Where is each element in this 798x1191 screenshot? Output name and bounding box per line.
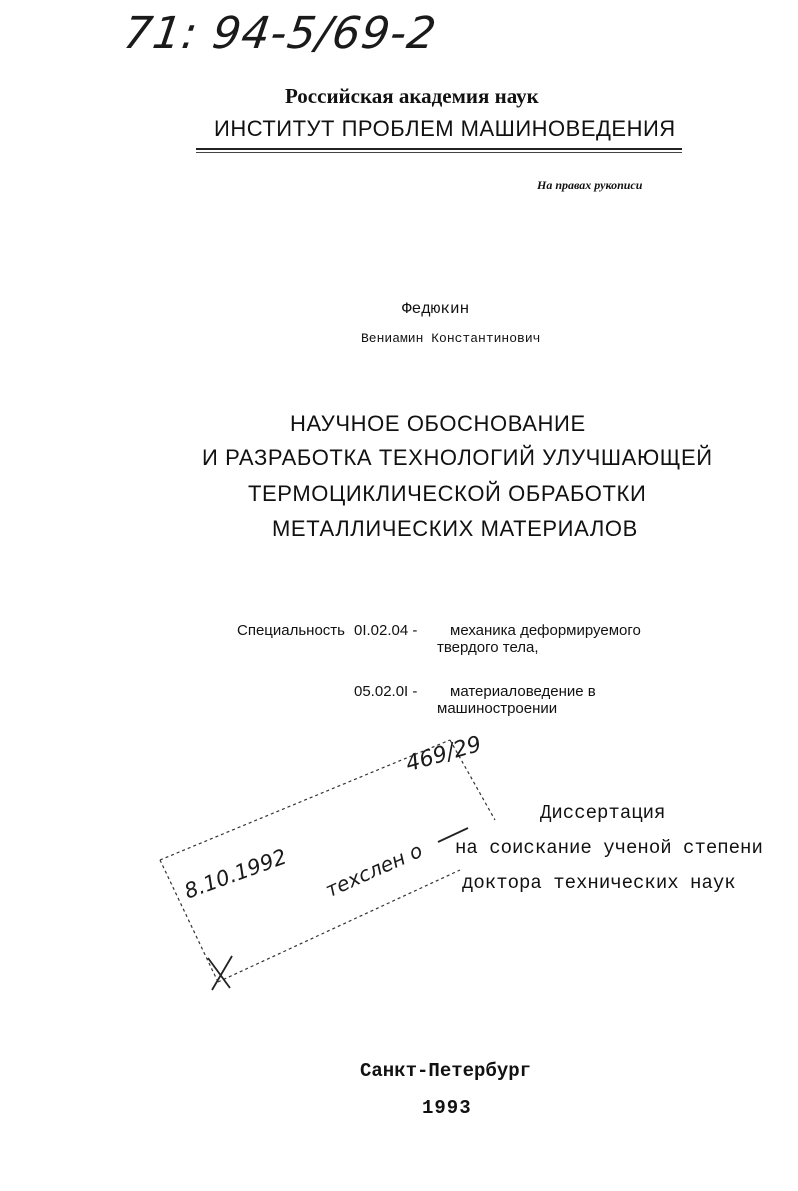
- header-rule: [196, 148, 682, 150]
- specialty-label: Специальность: [237, 622, 345, 639]
- title-line: МЕТАЛЛИЧЕСКИХ МАТЕРИАЛОВ: [272, 516, 638, 541]
- author-given-names: Вениамин Константинович: [361, 331, 541, 346]
- header-rule-thin: [196, 152, 682, 153]
- institute-name: ИНСТИТУТ ПРОБЛЕМ МАШИНОВЕДЕНИЯ: [214, 116, 676, 141]
- stamp-note-handwritten: техслен о: [321, 837, 426, 903]
- academy-name: Российская академия наук: [285, 84, 539, 108]
- specialty-separator: -: [412, 683, 418, 700]
- stamp-date-handwritten: 8.10.1992: [181, 844, 290, 904]
- archive-number-handwritten: 71: 94-5/69-2: [120, 8, 440, 59]
- specialty-separator: -: [412, 622, 418, 639]
- specialty-description: материаловедение в: [450, 683, 596, 700]
- dissertation-field: доктора технических наук: [462, 872, 736, 894]
- specialty-code: [354, 622, 417, 639]
- dissertation-label: Диссертация: [540, 802, 666, 824]
- dissertation-degree: на соискание ученой степени: [455, 837, 763, 859]
- title-line: НАУЧНОЕ ОБОСНОВАНИЕ: [290, 411, 586, 436]
- author-surname: Федюкин: [402, 300, 470, 318]
- year: 1993: [422, 1097, 472, 1119]
- specialty-description-cont: машиностроении: [437, 700, 558, 717]
- specialty-description: механика деформируемого: [450, 622, 641, 639]
- specialty-code-value: 0I.02.04: [354, 622, 409, 639]
- specialty-description-cont: твердого тела,: [437, 639, 539, 656]
- stamp-number-handwritten: 469/29: [403, 731, 485, 778]
- title-line: И РАЗРАБОТКА ТЕХНОЛОГИЙ УЛУЧШАЮЩЕЙ: [202, 445, 713, 470]
- specialty-code: [354, 683, 417, 700]
- specialty-code-value: 05.02.0I: [354, 683, 409, 700]
- manuscript-note: На правах рукописи: [537, 178, 643, 192]
- title-line: ТЕРМОЦИКЛИЧЕСКОЙ ОБРАБОТКИ: [248, 481, 647, 506]
- city: Санкт-Петербург: [360, 1060, 532, 1082]
